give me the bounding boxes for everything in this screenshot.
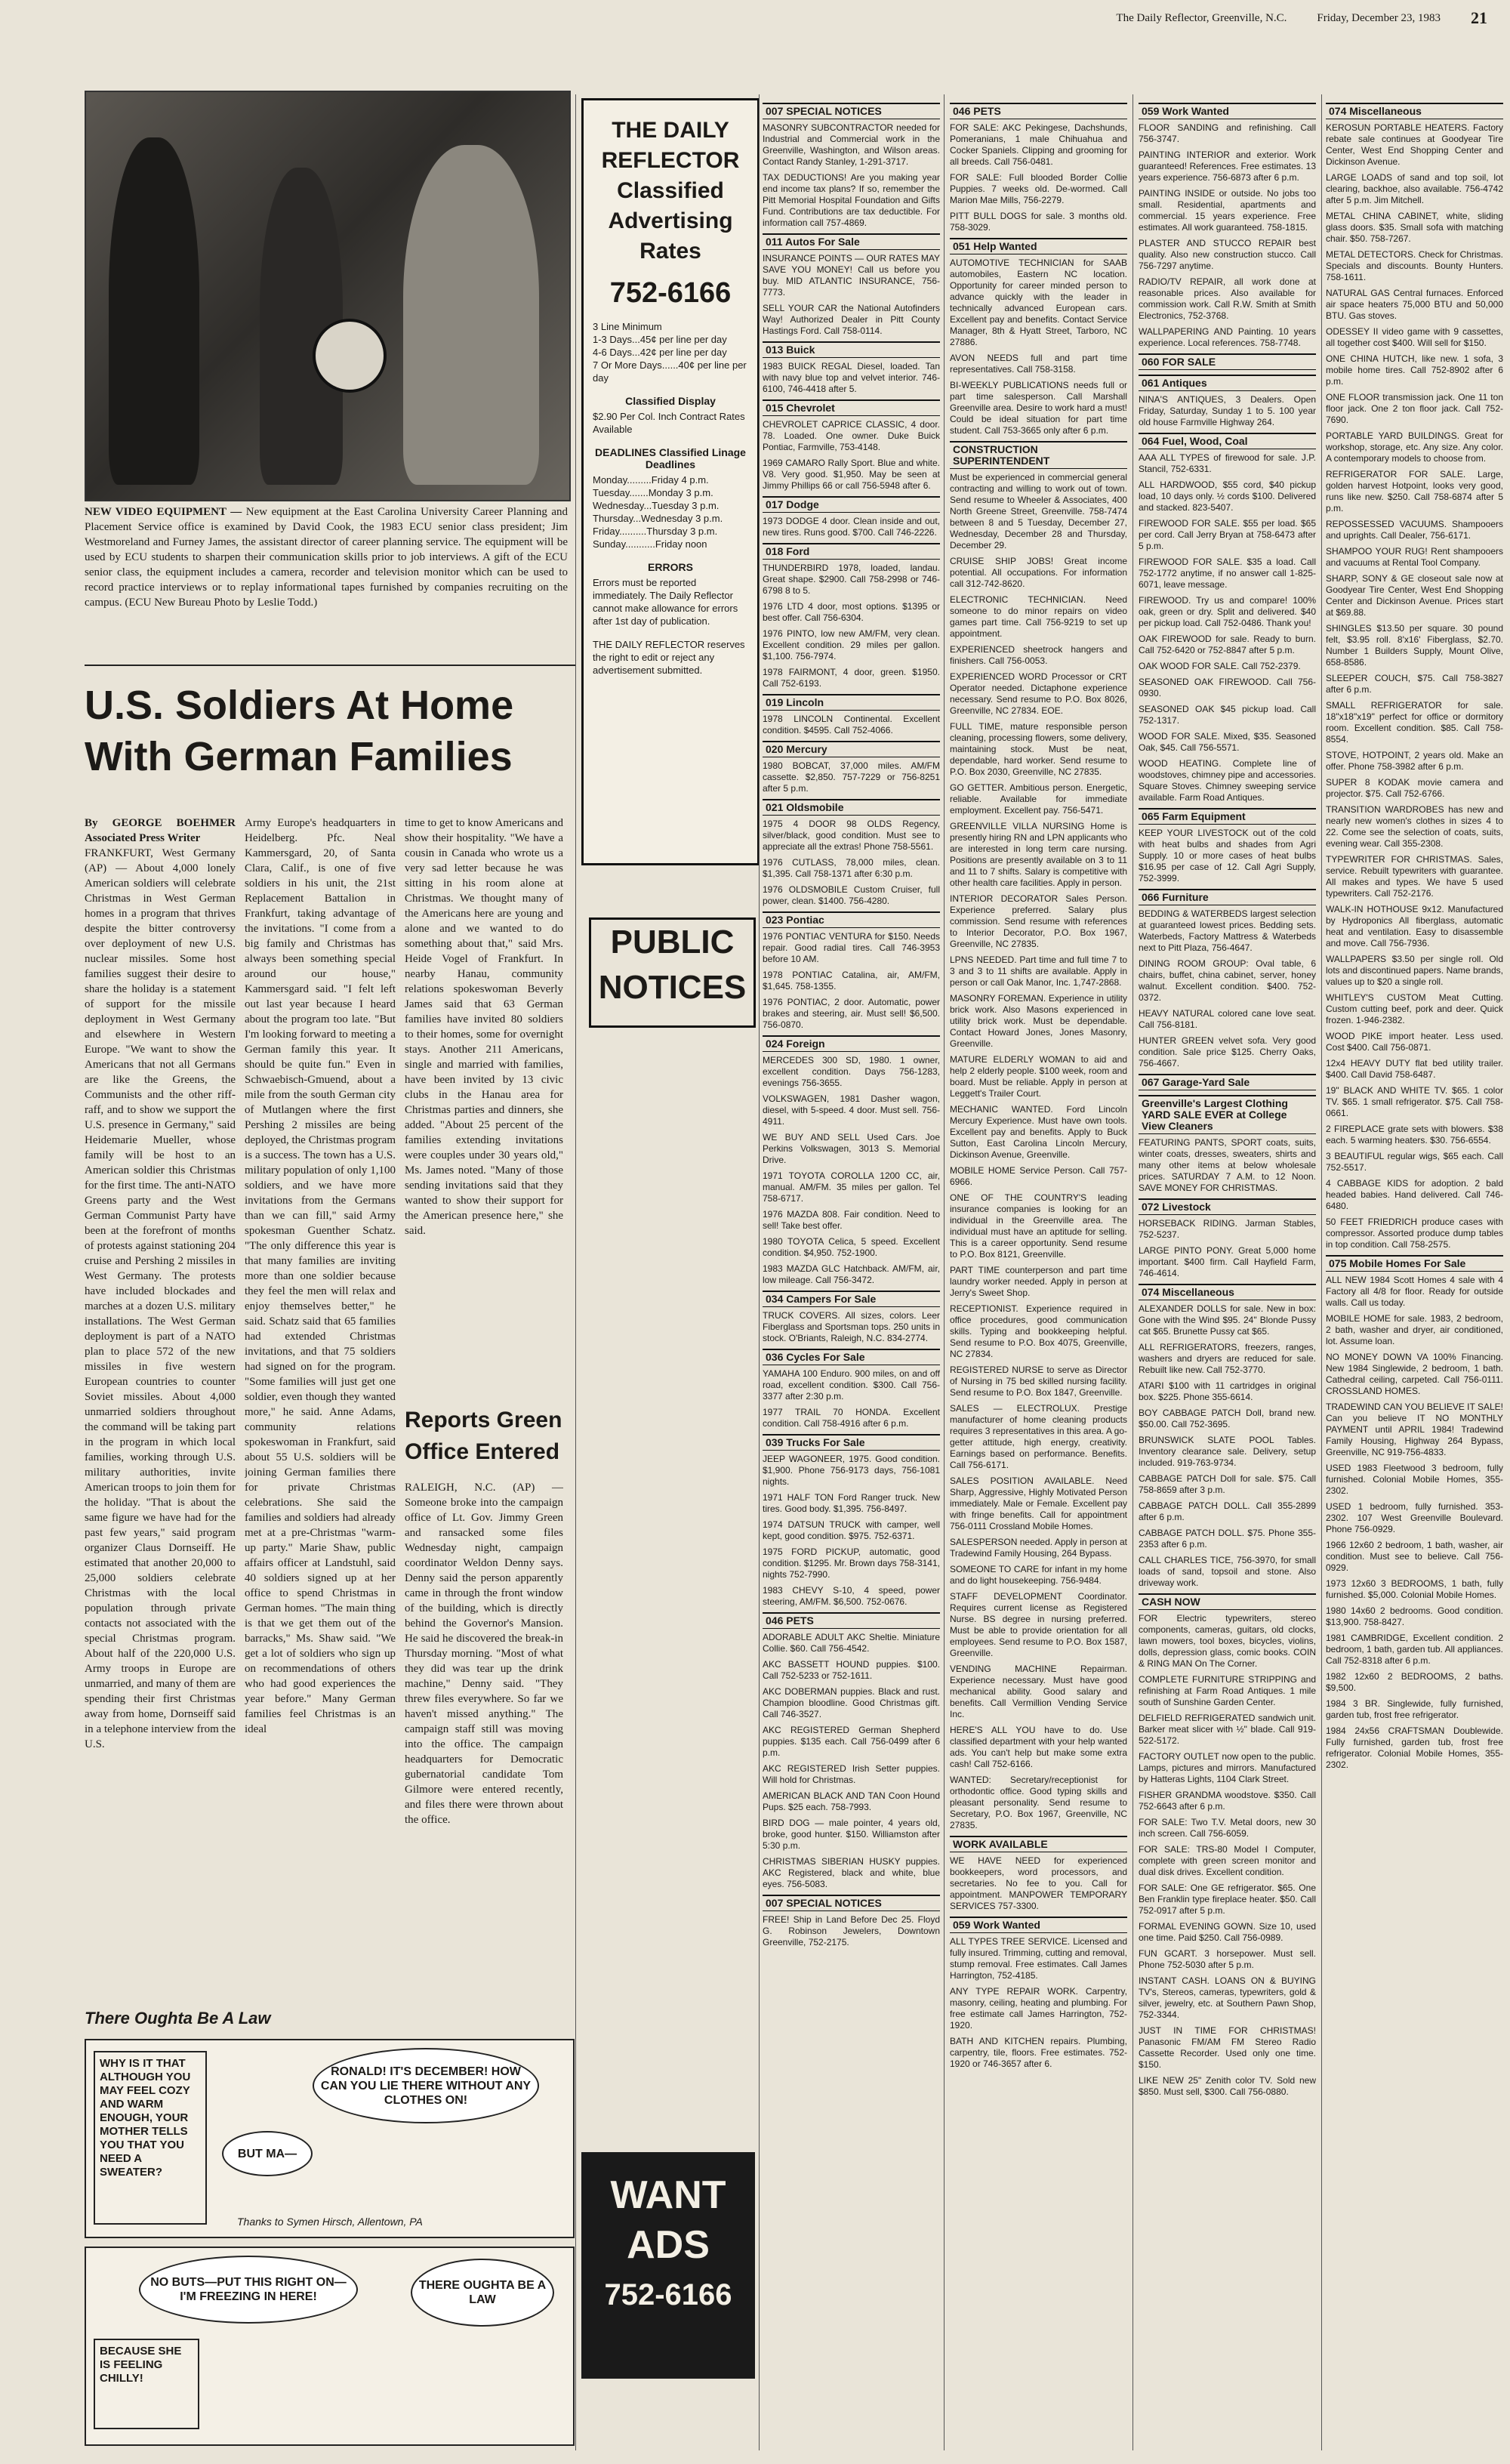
classified-ad: 1982 12x60 2 BEDROOMS, 2 baths. $9,500.: [1326, 1671, 1503, 1693]
classified-ad: DELFIELD REFRIGERATED sandwich unit. Barker meat slicer with ½" blade. Call 919-522-5172.: [1139, 1713, 1316, 1746]
classified-section-head: 059 Work Wanted: [950, 1917, 1127, 1933]
comic-panel-1: [85, 2039, 575, 2238]
classified-ad: FORMAL EVENING GOWN. Size 10, used one time. Paid $250. Call 756-0989.: [1139, 1921, 1316, 1943]
classified-ad: SELL YOUR CAR the National Autofinders Way! Authorized Dealer in Pitt County Hastings Ford. Call 758-0114.: [763, 303, 940, 336]
rates-phone: 752-6166: [609, 277, 732, 309]
classified-ad: 2 FIREPLACE grate sets with blowers. $38 each. 5 warming heaters. $30. 756-6554.: [1326, 1124, 1503, 1146]
classified-ad: 1980 BOBCAT, 37,000 miles. AM/FM cassette. $2,850. 757-7229 or 756-8251 after 5 p.m.: [763, 760, 940, 794]
classified-ad: PLASTER AND STUCCO REPAIR best quality. Also new construction stucco. Call 756-7297 anytime.: [1139, 238, 1316, 271]
classified-ad: TRUCK COVERS. All sizes, colors. Leer Fiberglass and Sportsman tops. 250 units in stock. O'Briants, Raleigh, N.C. 834-2774.: [763, 1310, 940, 1343]
classified-section-head: 074 Miscellaneous: [1326, 103, 1503, 119]
display-head: Classified Display: [625, 395, 716, 407]
classified-ad: RECEPTIONIST. Experience required in office procedures, good communication skills. Typing and bookkeeping helpful. Send resume to P.O. Box 4075, Greenville, NC 27834.: [950, 1303, 1127, 1359]
classified-ad: BIRD DOG — male pointer, 4 years old, broke, good hunter. $150. Williamston after 5:30 p.m.: [763, 1818, 940, 1851]
classified-ad: MOBILE HOME for sale. 1983, 2 bedroom, 2 bath, washer and dryer, air conditioned, lot. Assume loan.: [1326, 1313, 1503, 1346]
deadline: Tuesday.......Monday 3 p.m.: [593, 487, 713, 498]
rates-lines: [584, 320, 757, 384]
classified-section-head: 039 Trucks For Sale: [763, 1434, 940, 1451]
classified-ad: FOR SALE: One GE refrigerator. $65. One Ben Franklin type fireplace heater. $50. Call 752-0917 after 5 p.m.: [1139, 1883, 1316, 1916]
classified-ad: WALK-IN HOTHOUSE 9x12. Manufactured by Hydroponics All fiberglass, automatic heat and ventilation. Easy to disassemble and move. Call 756-7936.: [1326, 904, 1503, 948]
classified-ad: SALESPERSON needed. Apply in person at Tradewind Family Housing, 264 Bypass.: [950, 1537, 1127, 1559]
classified-ad: FULL TIME, mature responsible person cleaning, processing flowers, some delivery, maintaining stock. Must be neat, dependable, hard worker. Send resume to P.O. Box 2030, Greenville, NC 27835.: [950, 721, 1127, 777]
classified-section-head: 059 Work Wanted: [1139, 103, 1316, 119]
classified-section-head: 021 Oldsmobile: [763, 799, 940, 816]
classified-ad: WOOD HEATING. Complete line of woodstoves, chimney pipe and accessories. Square Stoves. Chimney sweeping service available. Farm Road Antiques.: [1139, 758, 1316, 803]
classified-ad: MATURE ELDERLY WOMAN to aid and help 2 elderly people. $100 week, room and board. Must be reliable. Apply in person at Leggett's Trailer Court.: [950, 1054, 1127, 1099]
classified-ad: CRUISE SHIP JOBS! Great income potential. All occupations. For information call 312-742-8620.: [950, 556, 1127, 589]
classified-ad: INSURANCE POINTS — OUR RATES MAY SAVE YOU MONEY! Call us before you buy. MID ATLANTIC INSURANCE, 756-7773.: [763, 253, 940, 298]
classified-section-head: 013 Buick: [763, 341, 940, 358]
classified-ad: BI-WEEKLY PUBLICATIONS needs full or part time salesperson. Call Marshall Greenville area. Desire to work hard a must! Could be ideal situation for part time student. Call 753-3665 only after 6 p.m.: [950, 380, 1127, 436]
classified-ad: METAL DETECTORS. Check for Christmas. Specials and discounts. Bounty Hunters. 758-1611.: [1326, 249, 1503, 282]
classified-ad: AVON NEEDS full and part time representatives. Call 758-3158.: [950, 353, 1127, 375]
classified-ad: 1975 FORD PICKUP, automatic, good condition. $1295. Mr. Brown days 758-3141, nights 752-7990.: [763, 1547, 940, 1580]
classified-ad: MECHANIC WANTED. Ford Lincoln Mercury Experience. Must have own tools. Excellent pay and benefits. Apply to Buck Sutton, East Carolina Lincoln Mercury, Dickinson Avenue, Greenville.: [950, 1104, 1127, 1160]
classified-ad: BRUNSWICK SLATE POOL Tables. Inventory clearance sale. Delivery, setup included. 919-763-9734.: [1139, 1435, 1316, 1468]
paper-date: Friday, December 23, 1983: [1317, 11, 1441, 24]
rates-line: 4-6 Days...42¢ per line per day: [593, 347, 727, 358]
story2-headline: Reports Green Office Entered: [405, 1408, 562, 1464]
classified-ad: SUPER 8 KODAK movie camera and projector. $75. Call 752-6766.: [1326, 777, 1503, 799]
classified-ad: LARGE LOADS of sand and top soil, lot clearing, backhoe, also available. 756-4742 after 5 p.m. Jim Mitchell.: [1326, 172, 1503, 205]
comic-panel-2: [85, 2247, 575, 2446]
classified-ad: 1976 PINTO, low new AM/FM, very clean. Excellent condition. 29 miles per gallon. $1,100. 756-7974.: [763, 628, 940, 661]
classified-ad: FIREWOOD FOR SALE. $35 a load. Call 752-1772 anytime, if no answer call 1-825-6071, leave message.: [1139, 557, 1316, 590]
classified-ad: ALL TYPES TREE SERVICE. Licensed and fully insured. Trimming, cutting and removal, stump removal. Free estimates. Call James Harrington, 752-4185.: [950, 1936, 1127, 1981]
classified-ad: MOBILE HOME Service Person. Call 757-6966.: [950, 1165, 1127, 1187]
classified-ad: CABBAGE PATCH DOLL. $75. Phone 355-2353 after 6 p.m.: [1139, 1528, 1316, 1550]
classified-ad: FOR SALE: Full blooded Border Collie Puppies. 7 weeks old. De-wormed. Call Marion Mae Mills, 756-2279.: [950, 172, 1127, 205]
classified-ad: 1971 HALF TON Ford Ranger truck. New tires. Good body. $1,395. 756-8497.: [763, 1492, 940, 1514]
public-notices-title: PUBLIC NOTICES: [589, 917, 756, 1028]
classified-section-head: 060 FOR SALE: [1139, 353, 1316, 370]
classified-section-head: 072 Livestock: [1139, 1198, 1316, 1215]
classified-ad: 1978 FAIRMONT, 4 door, green. $1950. Call 752-6193.: [763, 667, 940, 689]
classified-ad: ALEXANDER DOLLS for sale. New in box: Gone with the Wind $95. 24" Blonde Pussy cat $65. Brunette Pussy cat $65.: [1139, 1303, 1316, 1337]
deadline: Sunday...........Friday noon: [593, 538, 707, 550]
classified-ad: STOVE, HOTPOINT, 2 years old. Make an offer. Phone 758-3982 after 6 p.m.: [1326, 750, 1503, 772]
classified-ad: WALLPAPERS $3.50 per single roll. Old lots and discontinued papers. Name brands, values up to $20 a single roll.: [1326, 954, 1503, 987]
story-column-3: [405, 816, 563, 1389]
deadline: Wednesday...Tuesday 3 p.m.: [593, 500, 720, 511]
rates-line: 7 Or More Days......40¢ per line per day: [593, 359, 747, 384]
classified-ad: WE HAVE NEED for experienced bookkeepers, word processors, and secretaries. No fee to you. Call for appointment. MANPOWER TEMPORARY SERVICES 757-3300.: [950, 1855, 1127, 1911]
classified-ad: ADORABLE ADULT AKC Sheltie. Miniature Collie. $60. Call 756-4542.: [763, 1632, 940, 1654]
story-headline: U.S. Soldiers At Home With German Families: [85, 683, 514, 779]
classified-section-head: 036 Cycles For Sale: [763, 1349, 940, 1365]
classified-ad: RADIO/TV REPAIR, all work done at reasonable prices. Also available for commission work. Call R.W. Smith at Smith Electronics, 752-3768.: [1139, 276, 1316, 321]
classified-ad: 19" BLACK AND WHITE TV. $65. 1 color TV. $65. 1 small refrigerator. $75. Call 758-0661.: [1326, 1085, 1503, 1118]
classified-ad: ODESSEY II video game with 9 cassettes, all together cost $400. Will sell for $150.: [1326, 326, 1503, 348]
classified-ad: HEAVY NATURAL colored cane love seat. Call 756-8181.: [1139, 1008, 1316, 1030]
classified-ad: ATARI $100 with 11 cartridges in original box. $225. Phone 355-6614.: [1139, 1380, 1316, 1402]
classified-ad: AUTOMOTIVE TECHNICIAN for SAAB automobiles, Eastern NC location. Opportunity for career minded person to advance quickly with the leader in technically advanced European cars. Excellent pay and benefits. Contact Service Manager, 8th & Hyatt Street, Tarboro, NC 27886.: [950, 258, 1127, 347]
classified-ad: USED 1 bedroom, fully furnished. 353-2302. 107 West Greenville Boulevard. Phone 756-0929.: [1326, 1501, 1503, 1534]
deadlines-head: DEADLINES Classified Linage Deadlines: [595, 446, 746, 470]
classified-ad: WOOD PIKE import heater. Less used. Cost $400. Call 756-0871.: [1326, 1031, 1503, 1053]
classified-ad: FISHER GRANDMA woodstove. $350. Call 752-6643 after 6 p.m.: [1139, 1790, 1316, 1812]
classified-ad: 1976 CUTLASS, 78,000 miles, clean. $1,395. Call 758-1371 after 6:30 p.m.: [763, 857, 940, 879]
classified-ad: SHINGLES $13.50 per square. 30 pound felt, $3.95 roll. 8'x16' Fiberglass, $2.70. Number 1 Builders Supply, Mount Olive, 658-8586.: [1326, 623, 1503, 668]
classified-section-head: 061 Antiques: [1139, 375, 1316, 391]
classified-ad: 1978 PONTIAC Catalina, air, AM/FM, $1,645. 758-1355.: [763, 970, 940, 991]
classified-ad: 1976 OLDSMOBILE Custom Cruiser, full power, clean. $1400. 756-4280.: [763, 884, 940, 906]
classified-ad: EXPERIENCED WORD Processor or CRT Operator needed. Dictaphone experience necessary. Send resume to P.O. Box 8026, Greenville, NC 27834. EOE.: [950, 671, 1127, 716]
classified-ad: 1971 TOYOTA COROLLA 1200 CC, air, manual. AM/FM. 35 miles per gallon. Tel 758-6717.: [763, 1170, 940, 1204]
classified-ad: TRANSITION WARDROBES has new and nearly new women's clothes in sizes 4 to 22. Come see the selection of coats, suits, evening wear. Call 355-2308.: [1326, 804, 1503, 849]
classified-ad: TYPEWRITER FOR CHRISTMAS. Sales, service. Rebuilt typewriters with guarantee. All makes and types. We have 5 used typewriters. Call 752-2176.: [1326, 854, 1503, 899]
classified-ad: SALES POSITION AVAILABLE. Need Sharp, Aggressive, Highly Motivated Person immediately. Male or Female. Excellent pay with fringe benefits. Call for appointment 756-0111 Crossland Mobile Homes.: [950, 1476, 1127, 1531]
classified-ad: HUNTER GREEN velvet sofa. Very good condition. Sale price $125. Cherry Oaks, 756-4667.: [1139, 1035, 1316, 1069]
classified-ad: DINING ROOM GROUP: Oval table, 6 chairs, buffet, china cabinet, server, honey walnut. Excellent condition. $400. 752-0372.: [1139, 958, 1316, 1003]
classified-ad: SALES — ELECTROLUX. Prestige manufacturer of home cleaning products requires 3 representatives in this area. A go-getter attitude, high energy, creativity. Earnings based on performance. Benefits. Call 756-6171.: [950, 1403, 1127, 1470]
classified-section-head: 046 PETS: [950, 103, 1127, 119]
classified-ad: CHEVROLET CAPRICE CLASSIC, 4 door. 78. Loaded. One owner. Duke Buick Pontiac, Farmville, 753-4148.: [763, 419, 940, 452]
comic-title: There Oughta Be A Law: [85, 2009, 271, 2028]
classified-section-head: 007 SPECIAL NOTICES: [763, 1895, 940, 1911]
classified-ad: GREENVILLE VILLA NURSING Home is presently hiring RN and LPN applicants who are interested in long term care nursing. Positions are presently available on 3 to 11 and 11 to 7 shifts. Salary is competitive with other health care facilities. Apply in person.: [950, 821, 1127, 888]
classified-ad: WANTED: Secretary/receptionist for orthodontic office. Good typing skills and pleasant personality. Send resume to Secretary, P.O. Box 1967, Greenville, NC 27835.: [950, 1775, 1127, 1830]
classified-ad: AKC REGISTERED German Shepherd puppies. $135 each. Call 756-0499 after 6 p.m.: [763, 1725, 940, 1758]
classified-ad: FOR SALE: Two T.V. Metal doors, new 30 inch screen. Call 756-6059.: [1139, 1817, 1316, 1839]
classified-ad: 12x4 HEAVY DUTY flat bed utility trailer. $400. Call David 758-6487.: [1326, 1058, 1503, 1080]
classified-ad: SOMEONE TO CARE for infant in my home and do light housekeeping. 756-9484.: [950, 1564, 1127, 1586]
classified-ad: 1984 24x56 CRAFTSMAN Doublewide. Fully furnished, garden tub, frost free refrigerator. Colonial Mobile Homes, 355-2302.: [1326, 1725, 1503, 1770]
classified-ad: WE BUY AND SELL Used Cars. Joe Perkins Volkswagen, 3013 S. Memorial Drive.: [763, 1132, 940, 1165]
story-column-2: [245, 816, 396, 1994]
classified-section-head: WORK AVAILABLE: [950, 1836, 1127, 1852]
classified-ad: EXPERIENCED sheetrock hangers and finishers. Call 756-0053.: [950, 644, 1127, 666]
classified-ad: FOR SALE: TRS-80 Model I Computer, complete with green screen monitor and dual disk drives. Excellent condition.: [1139, 1844, 1316, 1877]
classified-ad: OAK FIREWOOD for sale. Ready to burn. Call 752-6420 or 752-8847 after 5 p.m.: [1139, 634, 1316, 655]
classified-ad: HERE'S ALL YOU have to do. Use classified department with your help wanted ads. You can't help but make some extra cash! Call 752-6166.: [950, 1725, 1127, 1769]
classified-ad: VOLKSWAGEN, 1981 Dasher wagon, diesel, with 5-speed. 4 door. Must sell. 756-4911.: [763, 1093, 940, 1127]
classified-ad: 1983 CHEVY S-10, 4 speed, power steering, AM/FM. $6,500. 752-0676.: [763, 1585, 940, 1607]
classified-ad: KEROSUN PORTABLE HEATERS. Factory rebate sale continues at Goodyear Tire Center, West End Shopping Center and Dickinson Avenue.: [1326, 122, 1503, 167]
classified-ad: FIREWOOD. Try us and compare! 100% oak, green or dry. Split and delivered. $40 per pickup load. Call 752-0486. Thank you!: [1139, 595, 1316, 628]
classified-ad: SLEEPER COUCH, $75. Call 758-3827 after 6 p.m.: [1326, 673, 1503, 695]
classified-section-head: 067 Garage-Yard Sale: [1139, 1074, 1316, 1090]
classified-ad: ALL HARDWOOD, $55 cord, $40 pickup load, 10 days only. ½ cords $100. Delivered and stacked. 823-5407.: [1139, 480, 1316, 513]
classified-ad: 3 BEAUTIFUL regular wigs, $65 each. Call 752-5517.: [1326, 1151, 1503, 1173]
photo-caption: [85, 504, 568, 610]
classified-section-head: Greenville's Largest Clothing YARD SALE EVER at College View Cleaners: [1139, 1095, 1316, 1134]
classified-ad: MERCEDES 300 SD, 1980. 1 owner, excellent condition. Days 756-1283, evenings 756-3655.: [763, 1055, 940, 1088]
classified-ad: 1984 3 BR. Singlewide, fully furnished, garden tub, frost free refrigerator.: [1326, 1698, 1503, 1720]
classified-ad: 1977 TRAIL 70 HONDA. Excellent condition. Call 758-4916 after 6 p.m.: [763, 1407, 940, 1429]
classified-section-head: 064 Fuel, Wood, Coal: [1139, 433, 1316, 449]
classified-section-head: 024 Foreign: [763, 1035, 940, 1052]
classified-ad: CABBAGE PATCH Doll for sale. $75. Call 758-8659 after 3 p.m.: [1139, 1473, 1316, 1495]
classified-ad: OAK WOOD FOR SALE. Call 752-2379.: [1139, 661, 1301, 671]
classified-ad: REFRIGERATOR FOR SALE. Large, golden harvest Hotpoint, looks very good, runs like new. $250. Call 758-6874 after 5 p.m.: [1326, 469, 1503, 513]
classified-ad: ONE FLOOR transmission jack. One 11 ton floor jack. One 2 ton floor jack. Call 752-7690.: [1326, 392, 1503, 425]
classified-ad: COMPLETE FURNITURE STRIPPING and refinishing at Farm Road Antiques. 1 mile south of Sunshine Garden Center.: [1139, 1674, 1316, 1707]
classified-section-head: 034 Campers For Sale: [763, 1291, 940, 1307]
want-ads-box: [581, 2152, 755, 2379]
classified-section-head: 046 PETS: [763, 1612, 940, 1629]
classified-ad: LIKE NEW 25" Zenith color TV. Sold new $850. Must sell, $300. Call 756-0880.: [1139, 2075, 1316, 2097]
reserve-text: THE DAILY REFLECTOR reserves the right to edit or reject any advertisement submitted.: [593, 639, 745, 676]
classified-ad: ONE OF THE COUNTRY'S leading insurance companies is looking for an individual in the Greenville area. The individual must have an aptitude for selling. This is a career opportunity. Send resume to P.O. Box 8121, Greenville.: [950, 1192, 1127, 1260]
rates-line: 1-3 Days...45¢ per line per day: [593, 334, 727, 345]
news-photo: [85, 91, 571, 501]
want-ads-phone: 752-6166: [604, 2278, 732, 2311]
classified-ad: 4 CABBAGE KIDS for adoption. 2 bald headed babies. Hand delivered. Call 746-6480.: [1326, 1178, 1503, 1211]
classified-ad: ANY TYPE REPAIR WORK. Carpentry, masonry, ceiling, heating and plumbing. For free estimate call James Harrington, 752-1920.: [950, 1986, 1127, 2031]
comic-bubble-1: RONALD! IT'S DECEMBER! HOW CAN YOU LIE THERE WITHOUT ANY CLOTHES ON!: [313, 2048, 539, 2123]
deadline: Friday..........Thursday 3 p.m.: [593, 526, 718, 537]
classified-section-head: 019 Lincoln: [763, 694, 940, 711]
classified-ad: ALL REFRIGERATORS, freezers, ranges, washers and dryers are reduced for sale. Rebuilt like new. Call 752-3770.: [1139, 1342, 1316, 1375]
classified-ad: FIREWOOD FOR SALE. $55 per load. $65 per cord. Call Jerry Bryan at 758-6473 after 5 p.m.: [1139, 518, 1316, 551]
classified-section-head: 018 Ford: [763, 543, 940, 560]
classified-ad: 1969 CAMARO Rally Sport. Blue and white. V8. Very good. $1,950. May be seen at Jimmy Phillips 66 or call 756-5948 after 6.: [763, 458, 940, 491]
story2-column: [405, 1480, 563, 1994]
classified-ad: FOR SALE: AKC Pekingese, Dachshunds, Pomeranians, 1 male Chihuahua and Cocker Spaniels. Clipping and grooming for all breeds. Call 756-0481.: [950, 122, 1127, 167]
classified-ad: WHITLEY'S CUSTOM Meat Cutting. Custom cutting beef, pork and deer. Quick frozen. 1-946-2382.: [1326, 992, 1503, 1025]
classified-ad: FLOOR SANDING and refinishing. Call 756-3747.: [1139, 122, 1316, 144]
classified-ad: 1976 PONTIAC, 2 door. Automatic, power brakes and steering, air. Must sell! $6,500. 756-0870.: [763, 997, 940, 1030]
classified-ad: YAMAHA 100 Enduro. 900 miles, on and off road, excellent condition. $300. Call 756-3377 after 2:30 p.m.: [763, 1368, 940, 1402]
classified-ad: SHAMPOO YOUR RUG! Rent shampooers and vacuums at Rental Tool Company.: [1326, 546, 1503, 568]
classified-ad: 1980 14x60 2 bedrooms. Good condition. $13,900. 758-8427.: [1326, 1605, 1503, 1627]
classified-ad: PORTABLE YARD BUILDINGS. Great for workshop, storage, etc. Any size. Any color. A contemporary models to choose from.: [1326, 430, 1503, 464]
story-text-2: Army Europe's headquarters in Heidelberg. Pfc. Neal Kammersgard, 20, of Santa Clara, Calif., is one of five soldiers in his unit, the 21st Replacement Battalion in Frankfurt, taking advantage of the invitations. "I come from a big family and Christmas has always been something special around our house," Kammersgard said. "I felt left out last year because I heard about the program too late. "But I'm looking forward to meeting a German family this year. It should be quite fun." Even in Schwaebisch-Gmuend, about a mile from the south German city of Mutlangen where the first Pershing 2 missiles are being deployed, the Christmas program is a success. The town has a U.S. military population of only 1,100 soldiers, and we have more invitations from the Germans than we can fill," said Army spokesman Guenther Schatz. "The only difference this year is that many families are inviting more than one soldier because they feel the men will relax and enjoy themselves better," he said. Schatz said that 65 families had extended Christmas invitations, and that 75 soldiers had signed on for the program. "Some families will just get one soldier, even though they wanted more," he said. Anne Adams, community relations spokeswoman in Frankfurt, said about 55 U.S. soldiers will be joining German families there for private Christmas celebrations. She said the families and soldiers had already met at a pre-Christmas "warm-up party." Marie Shaw, public affairs officer at Landstuhl, said 40 soldiers signed up at her office to spend Christmas in German homes. "The main thing is that we get them out of the barracks," Ms. Shaw said. "We get a lot of soldiers who sign up on recommendations of others who had good experiences the year before." Many German families feel Christmas is an ideal: [245, 817, 396, 1735]
classified-ad: REPOSSESSED VACUUMS. Shampooers and uprights. Call Dealer, 756-6171.: [1326, 519, 1503, 541]
comic-bubble-3: NO BUTS—PUT THIS RIGHT ON—I'M FREEZING IN HERE!: [139, 2256, 358, 2324]
classified-section-head: 066 Furniture: [1139, 889, 1316, 905]
classified-section-head: 065 Farm Equipment: [1139, 808, 1316, 825]
classified-ad: 1980 TOYOTA Celica, 5 speed. Excellent condition. $4,950. 752-1900.: [763, 1236, 940, 1258]
classified-ad: 1981 CAMBRIDGE, Excellent condition. 2 bedroom, 1 bath, garden tub. All appliances. Call 752-8318 after 6 p.m.: [1326, 1633, 1503, 1666]
classified-column-4: [1326, 98, 1503, 2447]
deadline: Monday.........Friday 4 p.m.: [593, 474, 709, 486]
classified-ad: PITT BULL DOGS for sale. 3 months old. 758-3029.: [950, 211, 1127, 233]
classified-ad: 1976 MAZDA 808. Fair condition. Need to sell! Take best offer.: [763, 1209, 940, 1231]
classified-ad: CALL CHARLES TICE, 756-3970, for small loads of sand, topsoil and stone. Also driveway work.: [1139, 1555, 1316, 1588]
classified-ad: VENDING MACHINE Repairman. Experience necessary. Must have good mechanical ability. Good salary and benefits. Call Vermillion Vending Service Inc.: [950, 1664, 1127, 1719]
classified-ad: INSTANT CASH. LOANS ON & BUYING TV's, Stereos, cameras, typewriters, gold & silver, jewelry, etc. at Southern Pawn Shop, 752-3344.: [1139, 1975, 1316, 2020]
classified-section-head: CONSTRUCTION SUPERINTENDENT: [950, 441, 1127, 469]
deadlines-list: [584, 473, 757, 550]
classified-section-head: 017 Dodge: [763, 496, 940, 513]
classified-section-head: 015 Chevrolet: [763, 399, 940, 416]
classified-ad: ONE CHINA HUTCH, like new. 1 sofa, 3 mobile home tires. Call 752-8902 after 6 p.m.: [1326, 353, 1503, 387]
classified-ad: NO MONEY DOWN VA 100% Financing. New 1984 Singlewide, 2 bedroom, 1 bath. Cathedral ceiling, carpeted. Call 756-0111. CROSSLAND HOMES.: [1326, 1352, 1503, 1396]
comic-sign-2: BECAUSE SHE IS FEELING CHILLY!: [94, 2339, 199, 2429]
classified-ad: USED 1983 Fleetwood 3 bedroom, fully furnished. Colonial Mobile Homes, 355-2302.: [1326, 1463, 1503, 1496]
errors-text: Errors must be reported immediately. The Daily Reflector cannot make allowance for errors after 1st day of publication.: [593, 577, 738, 627]
classified-ad: PAINTING INSIDE or outside. No jobs too small. Residential, apartments and commercial. 15 years experience. Free estimates. All work guaranteed. 758-1815.: [1139, 188, 1316, 233]
classified-ad: SEASONED OAK $45 pickup load. Call 752-1317.: [1139, 704, 1316, 726]
paper-name: The Daily Reflector, Greenville, N.C.: [1116, 11, 1287, 24]
classified-ad: KEEP YOUR LIVESTOCK out of the cold with heat bulbs and shades from Agri Supply. 10 or more cases of heat bulbs $16.95 per case of 12. Call Agri Supply, 752-3999.: [1139, 828, 1316, 884]
classified-ad: 1976 PONTIAC VENTURA for $150. Needs repair. Good radial tires. Call 746-3953 before 10 AM.: [763, 931, 940, 964]
classified-ad: 1975 4 DOOR 98 OLDS Regency, silver/black, good condition. Must see to appreciate all the extras! Phone 758-5561.: [763, 819, 940, 852]
caption-lead: NEW VIDEO EQUIPMENT —: [85, 506, 242, 518]
classified-section-head: 023 Pontiac: [763, 911, 940, 928]
caption-text: New equipment at the East Carolina University Career Planning and Placement Service office is examined by David Cook, the 1983 ECU senior class president; Jim Westmoreland and Furney James, the assistant director of career planning service. The equipment will be used by ECU students to sharpen their communication skills prior to job interviews. A gift of the ECU senior class, the equipment includes a camera, recorder and television monitor which can be used to record practice interviews or to replay informational tapes furnished by companies recruiting on the campus. (ECU New Bureau Photo by Leslie Todd.): [85, 506, 569, 609]
classified-ad: 1974 DATSUN TRUCK with camper, well kept, good condition. $975. 752-6371.: [763, 1519, 940, 1541]
classified-ad: AAA ALL TYPES of firewood for sale. J.P. Stancil, 752-6331.: [1139, 452, 1316, 474]
comic-bubble-4: THERE OUGHTA BE A LAW: [411, 2259, 554, 2327]
classified-ad: FUN GCART. 3 horsepower. Must sell. Phone 752-5030 after 5 p.m.: [1139, 1948, 1316, 1970]
classified-ad: 1976 LTD 4 door, most options. $1395 or best offer. Call 756-6304.: [763, 601, 940, 623]
classified-ad: MASONRY FOREMAN. Experience in utility brick work. Also Masons experienced in utility brick work. Must be dependable. Contact Howard Jones, Jones Masonry, Greenville.: [950, 993, 1127, 1049]
classified-ad: FEATURING PANTS, SPORT coats, suits, winter coats, dresses, sweaters, shirts and many other items at below wholesale prices. SATURDAY 7 A.M. to 12 Noon. SAVE MONEY FOR CHRISTMAS.: [1139, 1137, 1316, 1193]
classified-ad: FACTORY OUTLET now open to the public. Lamps, pictures and mirrors. Manufactured by Hatteras Lights, 1104 Clark Street.: [1139, 1751, 1316, 1784]
classified-ad: 1973 12x60 3 BEDROOMS, 1 bath, fully furnished. $5,000. Colonial Mobile Homes.: [1326, 1578, 1503, 1600]
classified-ad: BEDDING & WATERBEDS largest selection at guaranteed lowest prices. Bedding sets. Waterbeds, Factory Mattress & Waterbeds next to Pitt Plaza, 756-4647.: [1139, 908, 1316, 953]
classified-ad: NINA'S ANTIQUES, 3 Dealers. Open Friday, Saturday, Sunday 1 to 5. 100 year old house Farmville Highway 264.: [1139, 394, 1316, 427]
classified-ad: BOY CABBAGE PATCH Doll, brand new. $50.00. Call 752-3695.: [1139, 1408, 1316, 1429]
errors-head: ERRORS: [648, 561, 693, 573]
classified-ad: MASONRY SUBCONTRACTOR needed for Industrial and Commercial work in the Greenville, Washington, and Wilson areas. Contact Randy Stanley, 1-291-3717.: [763, 122, 940, 167]
page-number: 21: [1471, 8, 1487, 27]
rates-line: 3 Line Minimum: [593, 321, 662, 332]
comic-bubble-2: BUT MA—: [222, 2131, 313, 2176]
divider: [85, 665, 575, 666]
want-ads-line1: WANT: [610, 2173, 726, 2217]
classified-ad: METAL CHINA CABINET, white, sliding glass doors. $35. Small sofa with matching chair. $50. 758-7267.: [1326, 211, 1503, 244]
classified-ad: SHARP, SONY & GE closeout sale now at Goodyear Tire Center, West End Shopping Center and Dickinson Avenue. Prices start at $69.88.: [1326, 573, 1503, 618]
classified-ad: PAINTING INTERIOR and exterior. Work guaranteed! References. Free estimates. 13 years experience. 756-6873 after 6 p.m.: [1139, 150, 1316, 183]
classified-ad: ELECTRONIC TECHNICIAN. Need someone to do minor repairs on video games part time. Call 756-9219 to set up appointment.: [950, 594, 1127, 639]
story-text-3: time to get to know Americans and show their hospitality. "We have a cousin in Canada who wrote us a very sad letter because he was sitting in his room alone at Christmas. We thought many of the Americans here are young and alone and we wanted to do something about that," said Mrs. Heide Vogel of Frankfurt. In nearby Hanau, community relations spokeswoman Beverly James said that 63 German families have invited 80 soldiers to their homes, some for overnight stays. Another 211 Americans, single and married with families, have been invited by 13 civic clubs in the Hanau area for Christmas parties and dinners, she added. "About 25 percent of the families extending invitations were couples under 30 years old," Ms. James noted. "Many of those sending invitations said that they wanted to show their support for the American presence here," she said.: [405, 817, 563, 1237]
classified-ad: STAFF DEVELOPMENT Coordinator. Requires current license as Registered Nurse. BS degree in nursing preferred. Must be able to provide orientation for all employees. Send resume to P.O. Box 1587, Greenville.: [950, 1591, 1127, 1658]
classified-ad: WALLPAPERING AND Painting. 10 years experience. Local references. 758-7748.: [1139, 326, 1316, 348]
classified-column-3: [1139, 98, 1316, 2447]
classified-ad: TRADEWIND CAN YOU BELIEVE IT SALE! Can you believe IT NO MONTHLY PAYMENT until APRIL 1984! Tradewind Family Housing, Highway 264 Bypass, Greenville, NC 919-756-4833.: [1326, 1402, 1503, 1457]
classified-ad: Must be experienced in commercial general contracting and willing to work out of town. Send resume to Wheeler & Associates, 400 North Greene Street, Greenville. 758-7474 between 8 and 5 Tuesday, December 27, Wednesday, December 28 and Thursday, December 29.: [950, 472, 1127, 550]
classified-ad: AKC BASSETT HOUND puppies. $100. Call 752-5233 or 752-1611.: [763, 1659, 940, 1681]
classified-ad: PART TIME counterperson and part time laundry worker needed. Apply in person at Jerry's Sweet Shop.: [950, 1265, 1127, 1298]
story-text-1: FRANKFURT, West Germany (AP) — About 4,000 lonely American soldiers will celebrate Christmas in West German homes in a program that thrives despite the bitter controversy over deployment of new U.S. nuclear missiles. Some host families suggest their desire to share the holiday is a statement of support for the missile deployment in West Germany and elsewhere in Western Europe. "We want to show the Americans that not all Germans are like the Greens, the Communists and the other riff-raff, and to show we support the U.S. presence in Germany," said Heidemarie Mueller, whose family will be host to an American soldier this Christmas for the first time. The anti-NATO Greens party and the West German Communist Party have been at the forefront of months of protests against stationing 204 cruise and Pershing 2 missiles in West Germany. The protests have included blockades and marches at a dozen U.S. military installations. The West German deployment is part of a NATO plan to place 572 of the new missiles in five western European countries to counter Soviet missiles. About 4,000 unmarried soldiers throughout the command will be taking part in the program in which local families, working through U.S. military authorities, invite American troops to join them for the holiday. "That is about the same figure we have had for the past few years," said program organizer Claus Dornseiff. He estimated that another 20,000 to 25,000 soldiers celebrate Christmas with the local population through private contacts not associated with the special Christmas program. About half of the 220,000 U.S. Army troops in Europe are unmarried, and many of them are spending their first Christmas away from home, Dornseiff said in a telephone interview from the U.S.: [85, 847, 236, 1750]
classified-section-head: 051 Help Wanted: [950, 238, 1127, 254]
classified-ad: BATH AND KITCHEN repairs. Plumbing, carpentry, tile, floors. Free estimates. 752-1920 or 746-3657 after 6.: [950, 2036, 1127, 2069]
classified-rates-box: [581, 98, 760, 865]
classified-ad: HORSEBACK RIDING. Jarman Stables, 752-5237.: [1139, 1218, 1316, 1240]
classified-column-1: [763, 98, 940, 2447]
classified-ad: WOOD FOR SALE. Mixed, $35. Seasoned Oak, $45. Call 756-5571.: [1139, 731, 1316, 753]
classified-ad: 1978 LINCOLN Continental. Excellent condition. $4595. Call 752-4066.: [763, 714, 940, 735]
comic-credit: Thanks to Symen Hirsch, Allentown, PA: [237, 2216, 423, 2228]
classified-section-head: CASH NOW: [1139, 1593, 1316, 1610]
display-rate: $2.90 Per Col. Inch Contract Rates Available: [593, 411, 745, 435]
classified-ad: JUST IN TIME FOR CHRISTMAS! Panasonic FM/AM FM Stereo Radio Cassette Recorder. Used only one time. $150.: [1139, 2025, 1316, 2070]
classified-ad: FOR Electric typewriters, stereo components, cameras, guitars, old clocks, lawn mowers, tool boxes, bicycles, violins, dolls, depression glass, comic books. COIN & RING MAN On The Corner.: [1139, 1613, 1316, 1669]
deadline: Thursday...Wednesday 3 p.m.: [593, 513, 723, 524]
classified-ad: TAX DEDUCTIONS! Are you making year end income tax plans? If so, remember the Pitt Memorial Hospital Foundation and Gifts Fund. Contributions are tax deductible. For information call 757-4869.: [763, 172, 940, 228]
classified-ad: 1983 BUICK REGAL Diesel, loaded. Tan with navy blue top and velvet interior. 746-6100, 746-4418 after 5.: [763, 361, 940, 394]
classified-section-head: 075 Mobile Homes For Sale: [1326, 1255, 1503, 1272]
classified-section-head: 011 Autos For Sale: [763, 233, 940, 250]
classified-ad: CABBAGE PATCH DOLL. Call 355-2899 after 6 p.m.: [1139, 1500, 1316, 1522]
classified-section-head: 007 SPECIAL NOTICES: [763, 103, 940, 119]
classified-ad: GO GETTER. Ambitious person. Energetic, reliable. Available for immediate employment. Excellent pay. 756-5471.: [950, 782, 1127, 816]
classified-section-head: 074 Miscellaneous: [1139, 1284, 1316, 1300]
classified-ad: 50 FEET FRIEDRICH produce cases with compressor. Assorted produce dump tables in top condition. Call 758-2575.: [1326, 1217, 1503, 1250]
classified-ad: LPNS NEEDED. Part time and full time 7 to 3 and 3 to 11 shifts are available. Apply in person or call Oak Manor, Inc. 1,747-2868.: [950, 954, 1127, 988]
classified-ad: AKC DOBERMAN puppies. Black and rust. Champion bloodline. Good Christmas gift. Call 746-3527.: [763, 1686, 940, 1719]
classified-ad: INTERIOR DECORATOR Sales Person. Experience preferred. Salary plus commission. Send resume with references to Interior Decorator, P.O. Box 1967, Greenville, NC 27835.: [950, 893, 1127, 949]
classified-ad: FREE! Ship in Land Before Dec 25. Floyd G. Robinson Jewelers, Downtown Greenville, 752-2175.: [763, 1914, 940, 1947]
classified-ad: 1983 MAZDA GLC Hatchback. AM/FM, air, low mileage. Call 756-3472.: [763, 1263, 940, 1285]
classified-ad: JEEP WAGONEER, 1975. Good condition. $1,900. Phone 756-9173 days, 756-1081 nights.: [763, 1454, 940, 1487]
classified-ad: LARGE PINTO PONY. Great 5,000 home important. $400 firm. Call Hayfield Farm, 746-4614.: [1139, 1245, 1316, 1278]
classified-ad: THUNDERBIRD 1978, loaded, landau. Great shape. $2900. Call 758-2998 or 746-6798 8 to 5.: [763, 563, 940, 596]
classified-ad: AMERICAN BLACK AND TAN Coon Hound Pups. $25 each. 758-7993.: [763, 1790, 940, 1812]
classified-ad: REGISTERED NURSE to serve as Director of Nursing in 75 bed skilled nursing facility. Send resume to P.O. Box 1847, Greenville.: [950, 1365, 1127, 1398]
story-column-1: [85, 816, 236, 1994]
page-header: [755, 0, 1510, 36]
classified-ad: 1966 12x60 2 bedroom, 1 bath, washer, air condition. Must see to believe. Call 756-0929.: [1326, 1540, 1503, 1573]
classified-ad: ALL NEW 1984 Scott Homes 4 sale with 4 Factory all 4/8 for floor. Ready for outside walls. Call us today.: [1326, 1275, 1503, 1308]
public-notices-body: [585, 1035, 751, 2137]
classified-ad: SEASONED OAK FIREWOOD. Call 756-0930.: [1139, 677, 1316, 698]
comic-sign-1: WHY IS IT THAT ALTHOUGH YOU MAY FEEL COZY AND WARM ENOUGH, YOUR MOTHER TELLS YOU THAT YOU NEED A SWEATER?: [94, 2051, 207, 2225]
want-ads-line2: ADS: [627, 2223, 710, 2267]
classified-ad: CHRISTMAS SIBERIAN HUSKY puppies. AKC Registered, black and white, blue eyes. 756-5083.: [763, 1856, 940, 1889]
classified-ad: AKC REGISTERED Irish Setter puppies. Will hold for Christmas.: [763, 1763, 940, 1785]
classified-section-head: 020 Mercury: [763, 741, 940, 757]
classified-ad: SMALL REFRIGERATOR for sale. 18"x18"x19" perfect for office or dormitory room. Excellent condition. $85. Call 758-8554.: [1326, 700, 1503, 745]
classified-ad: NATURAL GAS Central furnaces. Enforced air space heaters 75,000 BTU and 50,000 BTU. Gas stoves.: [1326, 288, 1503, 321]
story2-text: RALEIGH, N.C. (AP) — Someone broke into the campaign office of Lt. Gov. Jimmy Green and ransacked some files Wednesday night, campaign coordinator Weldon Denny says. Denny said the person apparently came in through the front window of the building, which is directly behind the Governor's Mansion. He said he discovered the break-in Thursday morning. "Most of what they did was tear up the drink machine," Denny said. "They threw files everywhere. So far we haven't missed anything." The campaign staff still was moving into the office. The campaign headquarters for Democratic gubernatorial candidate Tom Gilmore were entered recently, and files there were thrown about the office.: [405, 1482, 563, 1826]
classified-column-2: [950, 98, 1127, 2447]
story-byline: By GEORGE BOEHMER Associated Press Writer: [85, 817, 236, 844]
classified-ad: 1973 DODGE 4 door. Clean inside and out, new tires. Runs good. $700. Call 746-2226.: [763, 516, 940, 538]
rates-title: THE DAILY REFLECTOR Classified Advertising Rates: [601, 118, 740, 264]
